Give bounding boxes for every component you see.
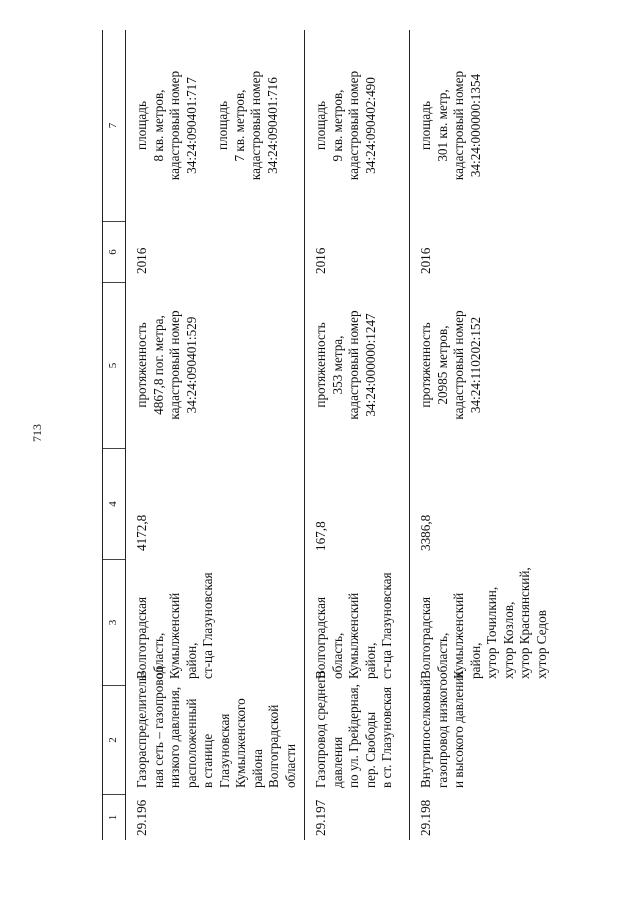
header-col-2: 2 — [103, 685, 125, 794]
row-number: 29.198 — [418, 799, 433, 836]
table-header — [102, 30, 126, 840]
table-row — [409, 30, 549, 840]
object-value: 167,8 — [313, 521, 328, 551]
object-year: 2016 — [134, 247, 149, 274]
header-col-5: 5 — [103, 282, 125, 448]
property-table — [102, 30, 549, 840]
object-value: 4172,8 — [134, 514, 149, 551]
object-year: 2016 — [313, 247, 328, 274]
table-row — [126, 30, 304, 840]
header-col-4: 4 — [103, 448, 125, 559]
header-col-3: 3 — [103, 559, 125, 685]
object-year: 2016 — [418, 247, 433, 274]
object-location: Волгоградская область, Кумылженский район, хутор Точилкин, хутор Козлов, хутор Краснянский, хутор Седов — [418, 567, 549, 679]
row-number: 29.196 — [134, 799, 149, 836]
header-col-1: 1 — [103, 794, 125, 840]
table-row — [304, 30, 409, 840]
object-length: протяженность 353 метра, кадастровый номер 34:24:000000:1247 — [313, 310, 378, 420]
object-area: площадь 8 кв. метров, кадастровый номер 34:24:090401:717 площадь 7 кв. метров, кадастровый номер 34:24:090401:716 — [134, 70, 280, 181]
object-area: площадь 301 кв. метр, кадастровый номер 34:24:000000:1354 — [418, 70, 483, 181]
header-col-6: 6 — [103, 221, 125, 282]
page-number: 713 — [30, 424, 44, 442]
object-area: площадь 9 кв. метров, кадастровый номер 34:24:090402:490 — [313, 70, 378, 181]
object-name: Газораспределитель- ная сеть – газопровод низкого давления, расположенный в станице Глазуновская Кумылженского района Волгоградской области — [134, 666, 298, 788]
object-value: 3386,8 — [418, 514, 433, 551]
object-length: протяженность 4867,8 пог. метра, кадастровый номер 34:24:090401:529 — [134, 310, 199, 420]
object-location: Волгоградская область, Кумылженский район, ст-ца Глазуновская — [134, 572, 215, 679]
object-location: Волгоградская область, Кумылженский район, ст-ца Глазуновская — [313, 572, 394, 679]
row-number: 29.197 — [313, 799, 328, 836]
object-name: Газопровод среднего давления по ул. Грейдерная, пер. Свободы в ст. Глазуновская — [313, 671, 394, 788]
object-length: протяженность 20985 метров, кадастровый номер 34:24:110202:152 — [418, 310, 483, 420]
header-col-7: 7 — [107, 122, 119, 129]
object-name: Внутрипоселковый газопровод низкого и высокого давления — [418, 671, 466, 788]
